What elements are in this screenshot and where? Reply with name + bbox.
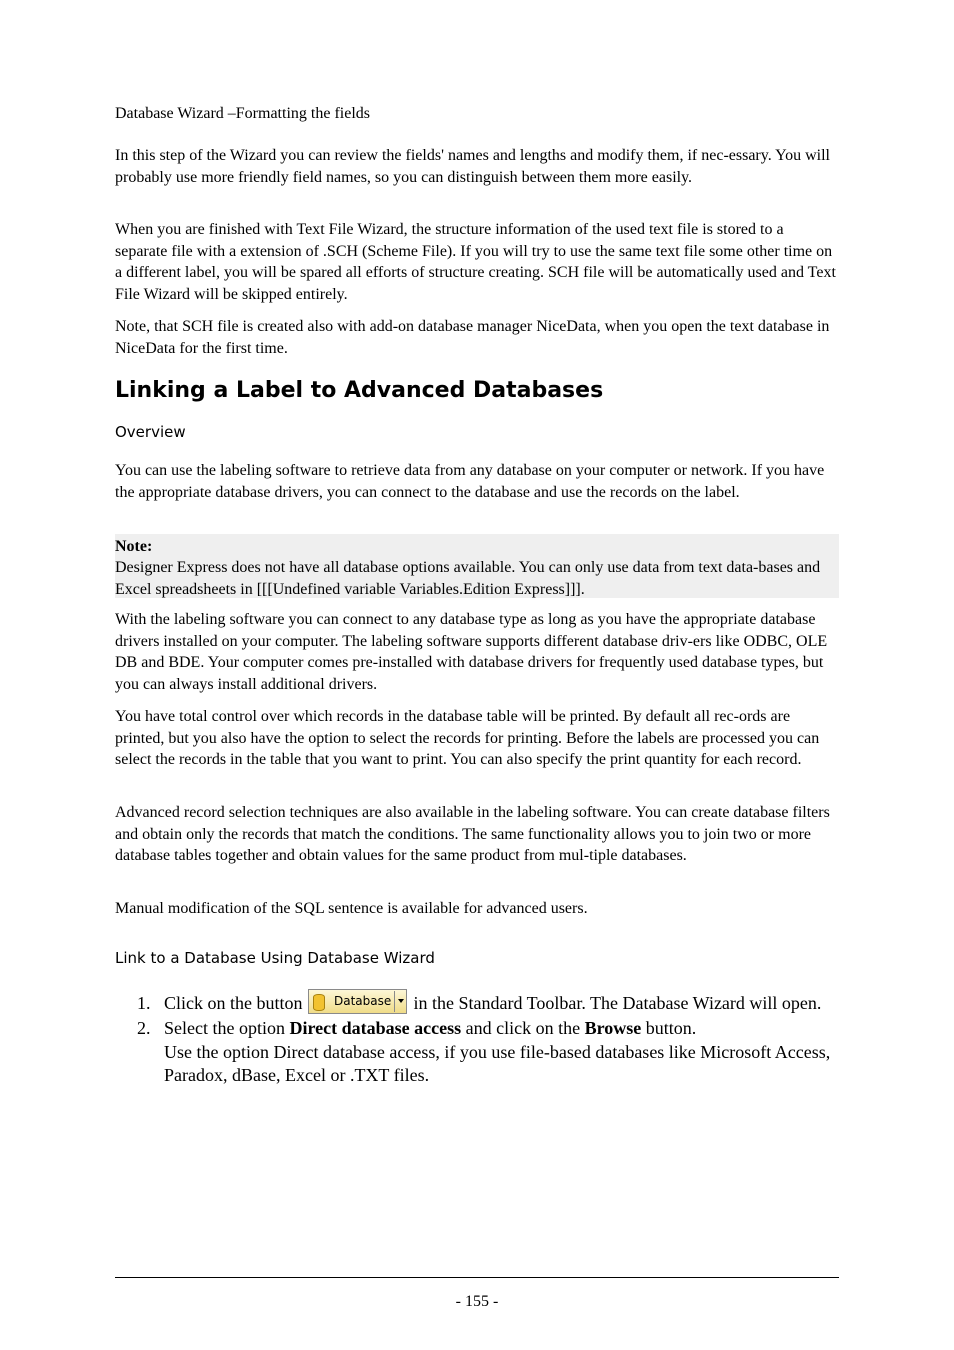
button-name: Browse xyxy=(584,1018,642,1039)
step-text: button. xyxy=(641,1018,697,1039)
button-divider xyxy=(394,991,395,1012)
step-text: Click on the button xyxy=(164,993,303,1013)
step-2 xyxy=(115,1017,839,1088)
database-button[interactable] xyxy=(308,989,407,1014)
steps-list xyxy=(115,992,839,1088)
body-paragraph-4: Manual modification of the SQL sentence is available for advanced users. xyxy=(115,900,588,917)
body-paragraph-2: You have total control over which records in the database table will be printed. By default all rec-ords are printed, but you also have the option to select the records for printing. Before the labels are processed you can select the records in the table that you want to print. You can also specify the print quantity for each record. xyxy=(115,708,820,769)
body-paragraph-1: With the labeling software you can connect to any database type as long as you have the appropriate database drivers installed on your computer. The labeling software supports different database driv-ers like ODBC, OLE DB and BDE. Your computer comes pre-installed with database drivers for frequently used database types, but you can always install additional drivers. xyxy=(115,611,828,694)
step-number: 2. xyxy=(137,1018,151,1039)
note-text: Designer Express does not have all database options available. You can only use data from text data-bases and Excel spreadsheets in [[[Undefined variable Variables.Edition Express]]]. xyxy=(115,559,821,598)
step-number: 1. xyxy=(137,993,151,1013)
page-number: - 155 - xyxy=(455,1293,499,1310)
database-button-label: Database xyxy=(334,994,392,1009)
overview-paragraph: You can use the labeling software to retrieve data from any database on your computer or network. If you have the appropriate database drivers, you can connect to the database and use the records on the label. xyxy=(115,462,825,501)
dropdown-arrow-icon[interactable] xyxy=(398,999,404,1003)
figure-caption: Database Wizard –Formatting the fields xyxy=(115,105,370,122)
step-1 xyxy=(115,992,839,1017)
section-heading: Linking a Label to Advanced Databases xyxy=(115,378,604,403)
step-text: in the Standard Toolbar. The Database Wizard will open. xyxy=(413,993,822,1013)
intro-paragraph-2: When you are finished with Text File Wizard, the structure information of the used text file is stored to a separate file with a extension of .SCH (Scheme File). If you will try to use the same text file some other time on a different label, you will be spared all efforts of structure creating. SCH file will be automatically used and Text File Wizard will be skipped entirely. xyxy=(115,221,836,304)
step-text: Select the option xyxy=(164,1018,290,1039)
database-cylinder-icon xyxy=(313,994,325,1011)
footer-rule xyxy=(115,1277,839,1278)
link-heading: Link to a Database Using Database Wizard xyxy=(115,949,435,967)
intro-paragraph-1: In this step of the Wizard you can review the fields' names and lengths and modify them, if nec-essary. You will probably use more friendly field names, so you can distinguish between them more easily. xyxy=(115,147,830,186)
overview-heading: Overview xyxy=(115,423,186,441)
note-box xyxy=(115,534,839,598)
document-page xyxy=(115,0,839,1350)
intro-paragraph-3: Note, that SCH file is created also with add-on database manager NiceData, when you open the text database in NiceData for the first time. xyxy=(115,318,830,357)
step-text: and click on the xyxy=(461,1018,585,1039)
option-name: Direct database access xyxy=(289,1018,462,1039)
body-paragraph-3: Advanced record selection techniques are also available in the labeling software. You can create database filters and obtain only the records that match the conditions. The same functionality allows you to join two or more database tables together and obtain values for the same product from mul-tiple databases. xyxy=(115,804,830,865)
note-title: Note: xyxy=(115,538,153,555)
step-detail: Use the option Direct database access, if you use file-based databases like Microsoft Access, Paradox, dBase, Excel or .TXT files. xyxy=(164,1041,831,1086)
